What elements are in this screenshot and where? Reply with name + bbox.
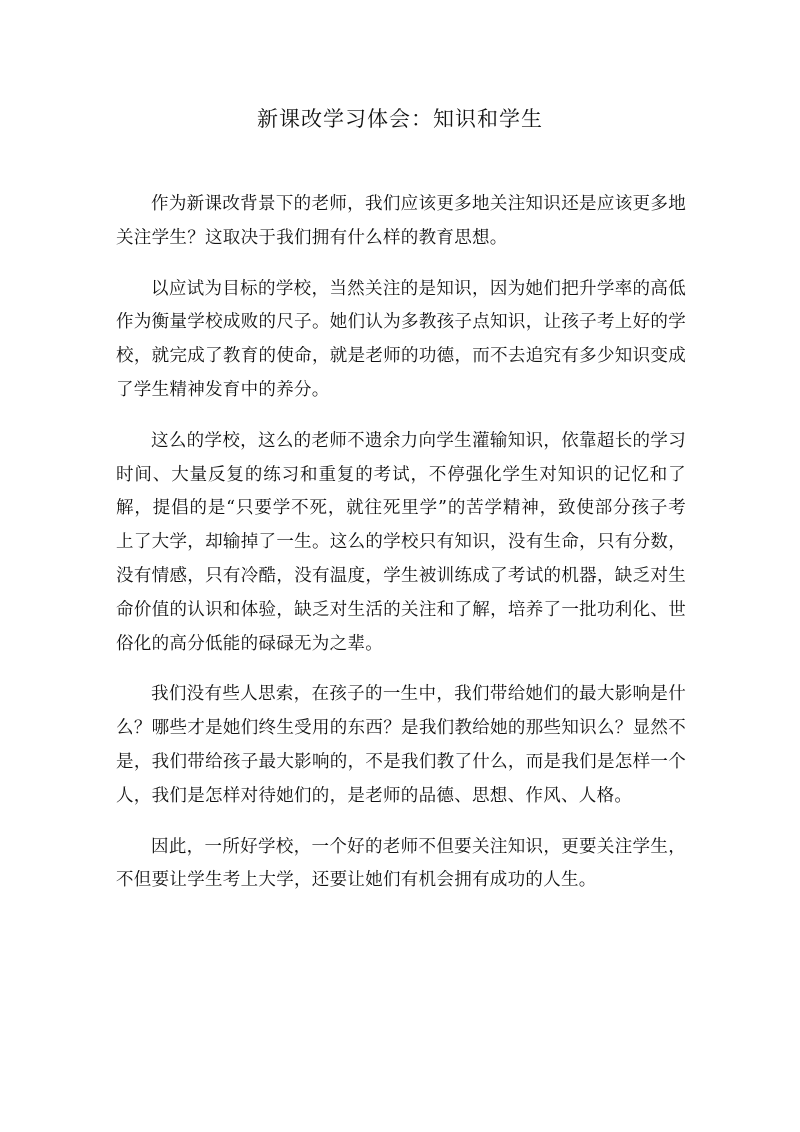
document-body [116, 188, 686, 915]
page-title: 新课改学习体会：知识和学生 [257, 107, 543, 131]
paragraph-5: 因此，一所好学校，一个好的老师不但要关注知识，更要关注学生，不但要让学生考上大学，还要让她们有机会拥有成功的人生。 [116, 836, 686, 891]
paragraph-4: 我们没有些人思索，在孩子的一生中，我们带给她们的最大影响是什么？哪些才是她们终生受用的东西？是我们教给她的那些知识么？显然不是，我们带给孩子最大影响的，不是我们教了什么，而是我们是怎样一个人，我们是怎样对待她们的，是老师的品德、思想、作风、人格。 [116, 684, 686, 806]
paragraph-1: 作为新课改背景下的老师，我们应该更多地关注知识还是应该更多地关注学生？这取决于我们拥有什么样的教育思想。 [116, 194, 686, 248]
paragraph-3: 这么的学校，这么的老师不遗余力向学生灌输知识，依靠超长的学习时间、大量反复的练习和重复的考试，不停强化学生对知识的记忆和了解，提倡的是“只要学不死，就往死里学”的苦学精神，致使部分孩子考上了大学，却输掉了一生。这么的学校只有知识，没有生命，只有分数，没有情感，只有冷酷，没有温度，学生被训练成了考试的机器，缺乏对生命价值的认识和体验，缺乏对生活的关注和了解，培养了一批功利化、世俗化的高分低能的碌碌无为之辈。 [116, 430, 686, 654]
paragraph-2: 以应试为目标的学校，当然关注的是知识，因为她们把升学率的高低作为衡量学校成败的尺子。她们认为多教孩子点知识，让孩子考上好的学校，就完成了教育的使命，就是老师的功德，而不去追究有多少知识变成了学生精神发育中的养分。 [116, 278, 686, 400]
